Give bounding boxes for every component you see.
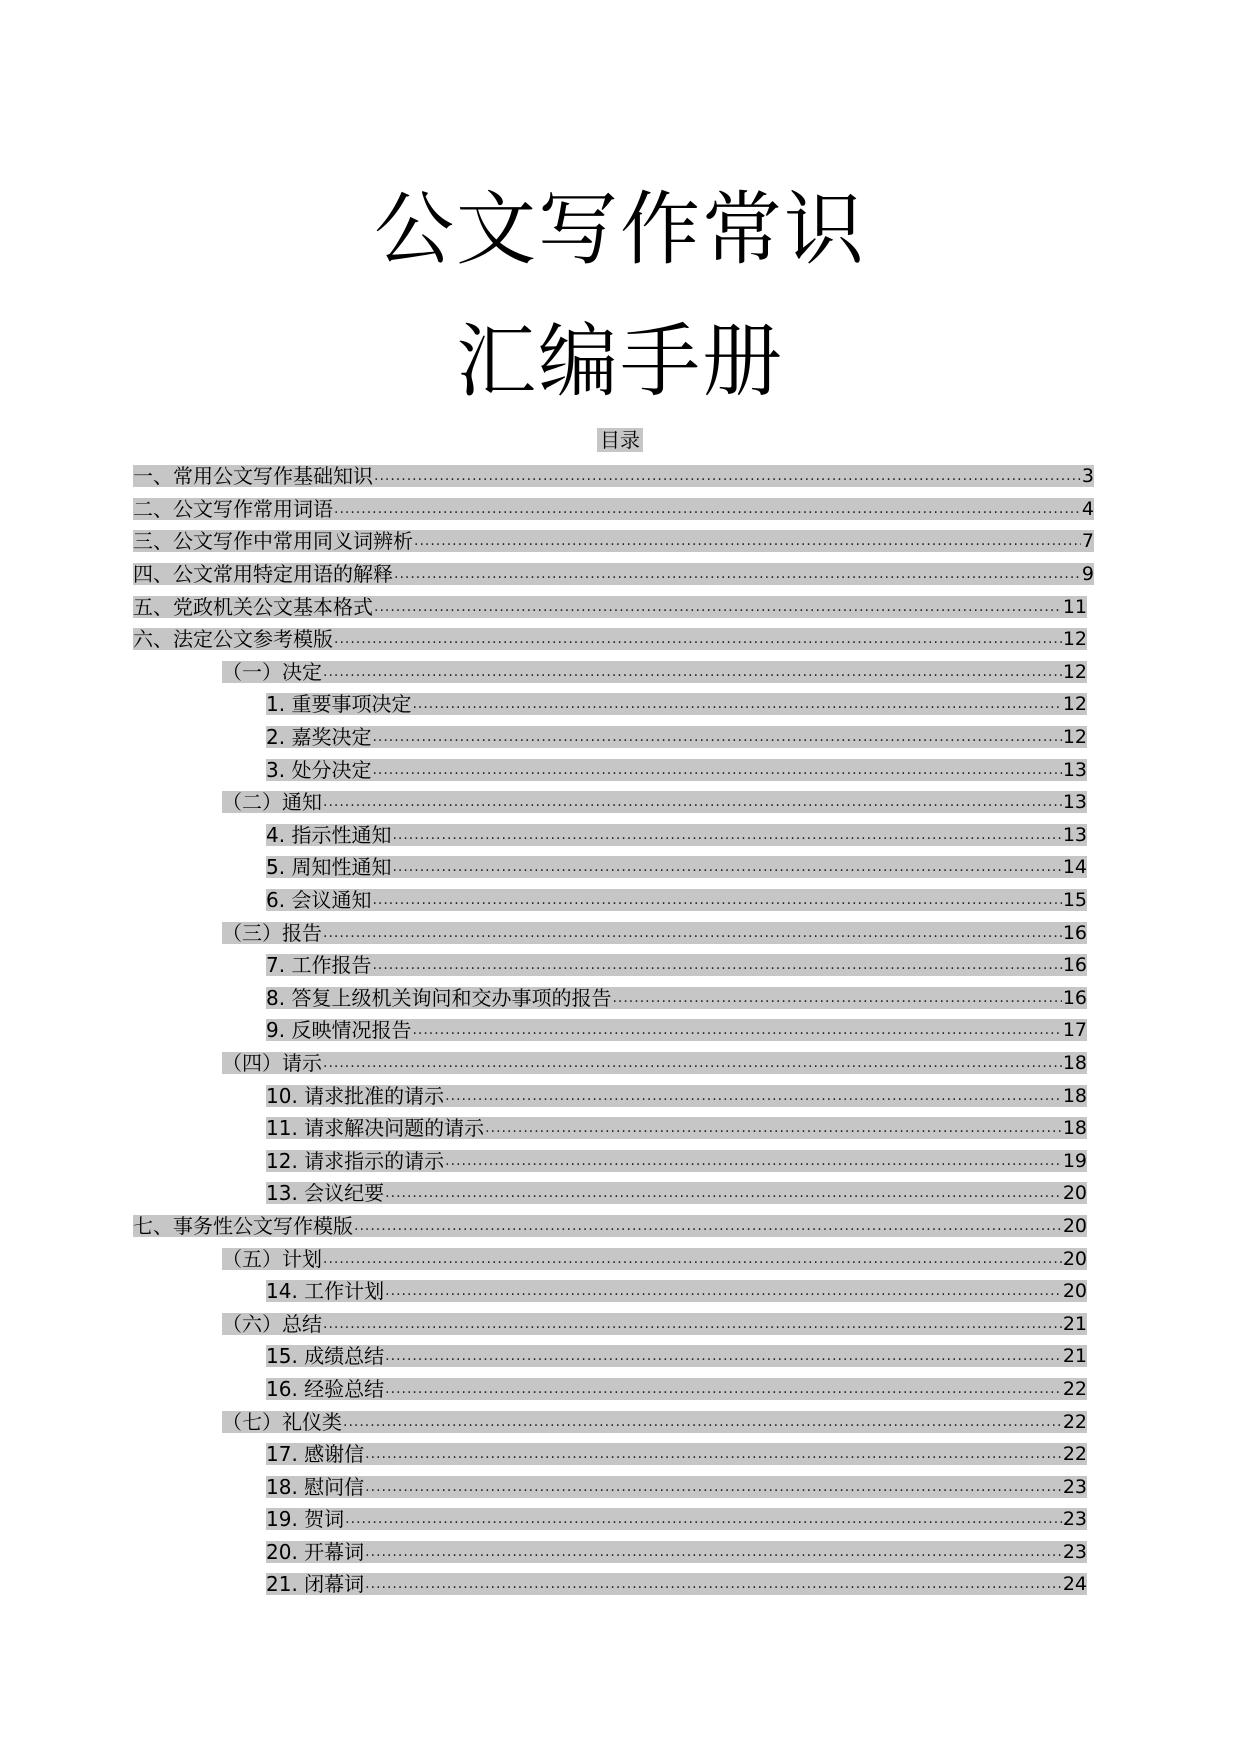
toc-dot-leader (612, 990, 1061, 1006)
toc-entry-page-number: 22 (1062, 1410, 1087, 1433)
toc-entry-highlight (266, 1443, 1087, 1465)
toc-entry-title: 20. 开幕词 (266, 1539, 365, 1564)
toc-entry-page-number: 23 (1062, 1540, 1087, 1563)
toc-entry-title: （七）礼仪类 (222, 1409, 342, 1434)
toc-entry-title: 9. 反映情况报告 (266, 1018, 412, 1043)
toc-entry-title: 一、常用公文写作基础知识 (133, 464, 373, 489)
toc-dot-leader (354, 1218, 1062, 1234)
toc-entry-highlight (222, 1411, 1087, 1433)
toc-entry-page-number: 18 (1062, 1084, 1087, 1107)
toc-entry-highlight (266, 1085, 1087, 1107)
toc-entry-title: 16. 经验总结 (266, 1376, 385, 1401)
toc-entry-page-number: 13 (1062, 758, 1087, 781)
toc-entry[interactable] (0, 982, 1240, 1015)
toc-dot-leader (374, 468, 1081, 484)
toc-entry[interactable] (0, 1242, 1240, 1275)
toc-dot-leader (345, 1511, 1062, 1527)
toc-dot-leader (334, 501, 1081, 517)
toc-entry-title: 三、公文写作中常用同义词辨析 (133, 529, 413, 554)
toc-entry[interactable] (0, 688, 1240, 721)
toc-entry-title: 4. 指示性通知 (266, 822, 392, 847)
toc-entry-title: 10. 请求批准的请示 (266, 1083, 445, 1108)
toc-entry-highlight (266, 1345, 1087, 1367)
toc-dot-leader (385, 1185, 1062, 1201)
toc-dot-leader (392, 827, 1061, 843)
toc-dot-leader (323, 1055, 1062, 1071)
toc-entry[interactable] (0, 753, 1240, 786)
toc-entry-page-number: 16 (1062, 986, 1087, 1009)
toc-entry-page-number: 23 (1062, 1475, 1087, 1498)
toc-dot-leader (365, 1544, 1062, 1560)
toc-entry[interactable] (0, 1438, 1240, 1471)
toc-entry-title: （六）总结 (222, 1311, 322, 1336)
toc-entry-page-number: 17 (1062, 1019, 1087, 1042)
toc-entry[interactable] (0, 916, 1240, 949)
toc-entry[interactable] (0, 1568, 1240, 1601)
toc-dot-leader (323, 1251, 1062, 1267)
toc-entry[interactable] (0, 590, 1240, 623)
toc-entry-highlight (266, 1573, 1087, 1595)
toc-entry-title: 3. 处分决定 (266, 757, 372, 782)
toc-entry[interactable] (0, 721, 1240, 754)
toc-dot-leader (372, 729, 1061, 745)
toc-entry-page-number: 24 (1062, 1573, 1087, 1596)
toc-entry-page-number: 12 (1062, 726, 1087, 749)
toc-heading (0, 426, 1240, 454)
toc-dot-leader (343, 1414, 1062, 1430)
toc-dot-leader (412, 1022, 1061, 1038)
toc-entry-highlight (222, 661, 1087, 683)
toc-entry-page-number: 15 (1062, 889, 1087, 912)
toc-entry-title: 21. 闭幕词 (266, 1572, 365, 1597)
toc-entry[interactable] (0, 1470, 1240, 1503)
toc-entry-page-number: 20 (1062, 1280, 1087, 1303)
toc-dot-leader (323, 1316, 1062, 1332)
toc-entry-page-number: 16 (1062, 921, 1087, 944)
toc-entry-highlight (222, 1248, 1087, 1270)
toc-entry-highlight (222, 1052, 1087, 1074)
toc-entry-highlight (266, 1476, 1087, 1498)
toc-entry-highlight (266, 954, 1087, 976)
toc-entry-page-number: 13 (1062, 791, 1087, 814)
toc-dot-leader (414, 533, 1081, 549)
toc-entry-title: 17. 感谢信 (266, 1442, 365, 1467)
toc-entry-page-number: 16 (1062, 954, 1087, 977)
toc-entry-page-number: 3 (1081, 465, 1094, 488)
toc-entry-title: 6. 会议通知 (266, 888, 372, 913)
toc-entry-page-number: 12 (1062, 660, 1087, 683)
toc-entry-highlight (133, 498, 1094, 520)
toc-entry-page-number: 18 (1062, 1051, 1087, 1074)
toc-entry-page-number: 11 (1062, 595, 1087, 618)
toc-dot-leader (445, 1153, 1062, 1169)
toc-entry-highlight (222, 922, 1087, 944)
toc-entry-page-number: 21 (1062, 1312, 1087, 1335)
toc-entry-highlight (266, 726, 1087, 748)
toc-entry-title: 五、党政机关公文基本格式 (133, 594, 373, 619)
toc-entry-page-number: 20 (1062, 1247, 1087, 1270)
toc-dot-leader (323, 664, 1062, 680)
toc-entry[interactable] (0, 949, 1240, 982)
toc-dot-leader (385, 1381, 1062, 1397)
toc-entry-title: 5. 周知性通知 (266, 855, 392, 880)
toc-entry[interactable] (0, 1503, 1240, 1536)
toc-entry[interactable] (0, 1373, 1240, 1406)
toc-entry-title: 1. 重要事项决定 (266, 692, 412, 717)
toc-entry-highlight (222, 1313, 1087, 1335)
toc-entry[interactable] (0, 1177, 1240, 1210)
toc-entry-highlight (133, 563, 1094, 585)
toc-entry-page-number: 9 (1081, 563, 1094, 586)
toc-entry-page-number: 22 (1062, 1377, 1087, 1400)
toc-entry-highlight (133, 1215, 1087, 1237)
toc-entry-title: 四、公文常用特定用语的解释 (133, 562, 393, 587)
toc-dot-leader (445, 1088, 1062, 1104)
toc-dot-leader (374, 599, 1062, 615)
toc-entry[interactable] (0, 493, 1240, 526)
toc-entry-title: 18. 慰问信 (266, 1474, 365, 1499)
toc-entry[interactable] (0, 1536, 1240, 1569)
toc-entry-highlight (266, 1378, 1087, 1400)
toc-dot-leader (323, 794, 1062, 810)
toc-dot-leader (372, 762, 1061, 778)
toc-entry-title: （四）请示 (222, 1050, 322, 1075)
toc-entry[interactable] (0, 525, 1240, 558)
toc-entry-page-number: 23 (1062, 1508, 1087, 1531)
toc-entry-highlight (133, 530, 1094, 552)
toc-dot-leader (485, 1120, 1062, 1136)
toc-entry[interactable] (0, 623, 1240, 656)
toc-entry-highlight (266, 693, 1087, 715)
toc-dot-leader (365, 1446, 1062, 1462)
toc-entry-title: 12. 请求指示的请示 (266, 1148, 445, 1173)
toc-entry-page-number: 13 (1062, 823, 1087, 846)
toc-entry[interactable] (0, 460, 1240, 493)
document-title-line-1: 公文写作常识 (374, 183, 866, 276)
toc-entry[interactable] (0, 819, 1240, 852)
toc-entry-title: 14. 工作计划 (266, 1279, 385, 1304)
toc-entry-page-number: 22 (1062, 1443, 1087, 1466)
toc-entry-highlight (133, 596, 1087, 618)
toc-entry-highlight (266, 1150, 1087, 1172)
toc-entry-title: 19. 贺词 (266, 1507, 345, 1532)
toc-entry-page-number: 7 (1081, 530, 1094, 553)
toc-dot-leader (412, 696, 1061, 712)
toc-entry-title: 11. 请求解决问题的请示 (266, 1116, 485, 1141)
toc-dot-leader (372, 892, 1061, 908)
toc-entry[interactable] (0, 1144, 1240, 1177)
toc-entry-highlight (266, 1280, 1087, 1302)
toc-entry-page-number: 18 (1062, 1117, 1087, 1140)
toc-entry[interactable] (0, 786, 1240, 819)
toc-entry-highlight (266, 856, 1087, 878)
toc-entry-title: 15. 成绩总结 (266, 1344, 385, 1369)
toc-entry-title: 二、公文写作常用词语 (133, 496, 333, 521)
toc-entry-highlight (266, 1117, 1087, 1139)
toc-entry-highlight (266, 987, 1087, 1009)
toc-entry-title: 13. 会议纪要 (266, 1181, 385, 1206)
table-of-contents (0, 460, 1240, 1601)
toc-entry-page-number: 21 (1062, 1345, 1087, 1368)
toc-entry-highlight (266, 1508, 1087, 1530)
toc-entry-title: 8. 答复上级机关询问和交办事项的报告 (266, 985, 612, 1010)
toc-dot-leader (385, 1283, 1062, 1299)
toc-entry[interactable] (0, 851, 1240, 884)
toc-entry-highlight (133, 628, 1087, 650)
toc-entry-highlight (266, 824, 1087, 846)
toc-entry[interactable] (0, 1079, 1240, 1112)
toc-entry-title: 2. 嘉奖决定 (266, 725, 372, 750)
toc-entry-highlight (133, 465, 1094, 487)
toc-entry-title: （五）计划 (222, 1246, 322, 1271)
toc-entry[interactable] (0, 1210, 1240, 1243)
toc-entry-highlight (222, 791, 1087, 813)
toc-dot-leader (372, 957, 1061, 973)
toc-entry-page-number: 12 (1062, 628, 1087, 651)
toc-entry-title: （三）报告 (222, 920, 322, 945)
toc-dot-leader (365, 1576, 1062, 1592)
toc-entry[interactable] (0, 1275, 1240, 1308)
toc-entry[interactable] (0, 656, 1240, 689)
toc-entry[interactable] (0, 1014, 1240, 1047)
toc-entry[interactable] (0, 1340, 1240, 1373)
toc-entry-page-number: 14 (1062, 856, 1087, 879)
toc-heading-label: 目录 (597, 428, 643, 452)
toc-entry-page-number: 12 (1062, 693, 1087, 716)
toc-dot-leader (385, 1348, 1062, 1364)
toc-dot-leader (334, 631, 1062, 647)
toc-entry-title: （二）通知 (222, 790, 322, 815)
toc-dot-leader (323, 925, 1062, 941)
toc-entry[interactable] (0, 884, 1240, 917)
toc-entry[interactable] (0, 1047, 1240, 1080)
toc-entry-title: 六、法定公文参考模版 (133, 627, 333, 652)
document-title-line-2: 汇编手册 (456, 315, 784, 408)
toc-entry-highlight (266, 1182, 1087, 1204)
toc-entry-page-number: 20 (1062, 1214, 1087, 1237)
toc-entry-title: （一）决定 (222, 659, 322, 684)
toc-entry-page-number: 4 (1081, 497, 1094, 520)
toc-dot-leader (394, 566, 1081, 582)
toc-entry-highlight (266, 889, 1087, 911)
toc-entry-page-number: 20 (1062, 1182, 1087, 1205)
toc-entry-highlight (266, 759, 1087, 781)
toc-entry[interactable] (0, 1112, 1240, 1145)
toc-dot-leader (392, 859, 1061, 875)
toc-entry-title: 七、事务性公文写作模版 (133, 1213, 353, 1238)
toc-dot-leader (365, 1479, 1062, 1495)
toc-entry[interactable] (0, 1405, 1240, 1438)
toc-entry[interactable] (0, 1307, 1240, 1340)
toc-entry[interactable] (0, 558, 1240, 591)
toc-entry-highlight (266, 1019, 1087, 1041)
toc-entry-highlight (266, 1541, 1087, 1563)
toc-entry-title: 7. 工作报告 (266, 953, 372, 978)
toc-entry-page-number: 19 (1062, 1149, 1087, 1172)
